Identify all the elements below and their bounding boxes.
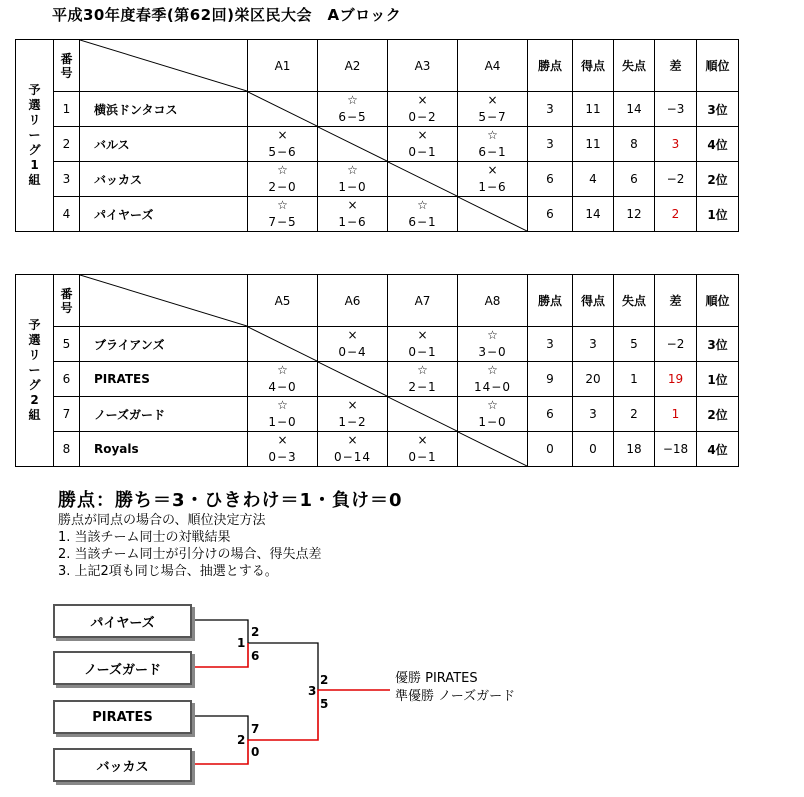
group-label-char: 予 — [28, 83, 41, 97]
win-star-icon: ☆ — [347, 163, 358, 177]
allowed-header: 失点 — [614, 275, 655, 327]
num-header-char: 号 — [60, 300, 73, 315]
rank-header: 順位 — [697, 275, 739, 327]
points-value: 6 — [528, 197, 573, 232]
points-header: 勝点 — [528, 275, 573, 327]
group-label-char: ー — [28, 128, 41, 142]
bracket-team: バッカス — [53, 748, 192, 782]
match-score: 1−6 — [338, 215, 367, 229]
loss-x-icon: × — [417, 328, 428, 342]
win-star-icon: ☆ — [417, 198, 428, 212]
win-star-icon: ☆ — [487, 398, 498, 412]
match-score: 14−0 — [474, 380, 511, 394]
num-header-char: 番 — [60, 51, 73, 66]
opponent-header: A6 — [318, 275, 388, 327]
allowed-header: 失点 — [614, 40, 655, 92]
bracket-team: パイヤーズ — [53, 604, 192, 638]
scored-value: 11 — [573, 127, 614, 162]
bracket-line-winner — [190, 690, 390, 764]
rank-value: 4位 — [697, 127, 739, 162]
group-label-char: 組 — [28, 408, 41, 422]
allowed-value: 1 — [614, 362, 655, 397]
rank-value: 1位 — [697, 197, 739, 232]
opponent-header: A2 — [318, 40, 388, 92]
bracket-team: ノーズガード — [53, 651, 192, 685]
scored-value: 14 — [573, 197, 614, 232]
team-name: バッカス — [80, 162, 248, 197]
points-value: 6 — [528, 162, 573, 197]
tiebreak-item: 3. 上記2項も同じ場合、抽選とする。 — [58, 564, 278, 579]
group-label-char: グ — [28, 378, 41, 392]
diff-value: −3 — [655, 92, 697, 127]
num-header-char: 号 — [60, 65, 73, 80]
loss-x-icon: × — [347, 398, 358, 412]
match-score: 0−1 — [408, 345, 437, 359]
match-score: 0−3 — [268, 450, 297, 464]
group-label-char: 予 — [28, 318, 41, 332]
diff-value: −2 — [655, 162, 697, 197]
bracket-team: PIRATES — [53, 700, 192, 734]
points-value: 0 — [528, 432, 573, 467]
team-number: 8 — [54, 432, 80, 467]
match-score: 0−2 — [408, 110, 437, 124]
loss-x-icon: × — [417, 93, 428, 107]
runner-up: 準優勝 ノーズガード — [395, 689, 516, 704]
allowed-value: 8 — [614, 127, 655, 162]
team-name: バルス — [80, 127, 248, 162]
tiebreak-title: 勝点が同点の場合の、順位決定方法 — [58, 513, 266, 528]
win-star-icon: ☆ — [277, 198, 288, 212]
diff-value: 2 — [655, 197, 697, 232]
match-score: 0−1 — [408, 450, 437, 464]
diff-header: 差 — [655, 40, 697, 92]
scored-value: 0 — [573, 432, 614, 467]
diff-value: 3 — [655, 127, 697, 162]
tiebreak-item: 1. 当該チーム同士の対戦結果 — [58, 530, 231, 545]
opponent-header: A4 — [458, 40, 528, 92]
loss-x-icon: × — [347, 433, 358, 447]
points-value: 9 — [528, 362, 573, 397]
group-label-char: ー — [28, 363, 41, 377]
loss-x-icon: × — [277, 433, 288, 447]
rank-value: 1位 — [697, 362, 739, 397]
team-name: Royals — [80, 432, 248, 467]
team-number: 1 — [54, 92, 80, 127]
rank-value: 4位 — [697, 432, 739, 467]
diff-value: −2 — [655, 327, 697, 362]
group-label-char: 2 — [30, 393, 39, 407]
group-label-char: 組 — [28, 173, 41, 187]
team-number: 3 — [54, 162, 80, 197]
scored-value: 4 — [573, 162, 614, 197]
scored-value: 11 — [573, 92, 614, 127]
champion: 優勝 PIRATES — [395, 671, 478, 686]
rank-value: 2位 — [697, 397, 739, 432]
scored-header: 得点 — [573, 40, 614, 92]
team-number: 6 — [54, 362, 80, 397]
match-score: 1−0 — [338, 180, 367, 194]
opponent-header: A7 — [388, 275, 458, 327]
win-star-icon: ☆ — [487, 128, 498, 142]
game-score: 0 — [251, 745, 260, 759]
group-label-char: グ — [28, 143, 41, 157]
points-value: 3 — [528, 127, 573, 162]
allowed-value: 2 — [614, 397, 655, 432]
allowed-value: 12 — [614, 197, 655, 232]
match-score: 0−14 — [334, 450, 371, 464]
group-label-char: 選 — [28, 98, 41, 112]
match-score: 6−1 — [408, 215, 437, 229]
loss-x-icon: × — [347, 198, 358, 212]
group-label-char: 1 — [30, 158, 39, 172]
match-score: 1−6 — [478, 180, 507, 194]
group-label-char: 選 — [28, 333, 41, 347]
match-score: 5−6 — [268, 145, 297, 159]
game-score: 7 — [251, 722, 260, 736]
group-label-char: リ — [28, 348, 41, 362]
team-name: ノーズガード — [80, 397, 248, 432]
win-star-icon: ☆ — [277, 163, 288, 177]
win-star-icon: ☆ — [417, 363, 428, 377]
game-number: 1 — [237, 636, 246, 650]
diff-header: 差 — [655, 275, 697, 327]
diff-value: 19 — [655, 362, 697, 397]
match-score: 1−0 — [478, 415, 507, 429]
opponent-header: A5 — [248, 275, 318, 327]
rank-header: 順位 — [697, 40, 739, 92]
team-name: PIRATES — [80, 362, 248, 397]
allowed-value: 5 — [614, 327, 655, 362]
rank-value: 2位 — [697, 162, 739, 197]
team-number: 5 — [54, 327, 80, 362]
win-star-icon: ☆ — [277, 398, 288, 412]
team-number: 2 — [54, 127, 80, 162]
rank-value: 3位 — [697, 327, 739, 362]
game-number: 2 — [237, 733, 246, 747]
win-star-icon: ☆ — [347, 93, 358, 107]
match-score: 2−1 — [408, 380, 437, 394]
game-score: 2 — [320, 673, 329, 687]
points-rule: 勝点：勝ち＝3・ひきわけ＝1・負け＝0 — [58, 490, 403, 511]
scored-value: 3 — [573, 327, 614, 362]
diff-value: −18 — [655, 432, 697, 467]
team-name: パイヤーズ — [80, 197, 248, 232]
win-star-icon: ☆ — [277, 363, 288, 377]
loss-x-icon: × — [487, 163, 498, 177]
win-star-icon: ☆ — [487, 328, 498, 342]
loss-x-icon: × — [347, 328, 358, 342]
allowed-value: 18 — [614, 432, 655, 467]
game-score: 6 — [251, 649, 260, 663]
match-score: 1−0 — [268, 415, 297, 429]
game-number: 3 — [308, 684, 317, 698]
match-score: 0−4 — [338, 345, 367, 359]
loss-x-icon: × — [487, 93, 498, 107]
match-score: 6−1 — [478, 145, 507, 159]
tiebreak-item: 2. 当該チーム同士が引分けの場合、得失点差 — [58, 547, 322, 562]
page-title: 平成30年度春季(第62回)栄区民大会 Aブロック — [52, 6, 402, 24]
allowed-value: 6 — [614, 162, 655, 197]
match-score: 7−5 — [268, 215, 297, 229]
win-star-icon: ☆ — [487, 363, 498, 377]
loss-x-icon: × — [277, 128, 288, 142]
points-value: 3 — [528, 92, 573, 127]
match-score: 2−0 — [268, 180, 297, 194]
scored-value: 3 — [573, 397, 614, 432]
scored-value: 20 — [573, 362, 614, 397]
game-score: 5 — [320, 697, 329, 711]
loss-x-icon: × — [417, 128, 428, 142]
team-name: 横浜ドンタコス — [80, 92, 248, 127]
points-header: 勝点 — [528, 40, 573, 92]
points-value: 6 — [528, 397, 573, 432]
group-label-char: リ — [28, 113, 41, 127]
match-score: 0−1 — [408, 145, 437, 159]
allowed-value: 14 — [614, 92, 655, 127]
match-score: 3−0 — [478, 345, 507, 359]
rank-value: 3位 — [697, 92, 739, 127]
match-score: 5−7 — [478, 110, 507, 124]
game-score: 2 — [251, 625, 260, 639]
match-score: 1−2 — [338, 415, 367, 429]
team-name: ブライアンズ — [80, 327, 248, 362]
team-number: 4 — [54, 197, 80, 232]
num-header-char: 番 — [60, 286, 73, 301]
opponent-header: A3 — [388, 40, 458, 92]
points-value: 3 — [528, 327, 573, 362]
match-score: 4−0 — [268, 380, 297, 394]
opponent-header: A8 — [458, 275, 528, 327]
opponent-header: A1 — [248, 40, 318, 92]
team-number: 7 — [54, 397, 80, 432]
loss-x-icon: × — [417, 433, 428, 447]
match-score: 6−5 — [338, 110, 367, 124]
scored-header: 得点 — [573, 275, 614, 327]
diff-value: 1 — [655, 397, 697, 432]
